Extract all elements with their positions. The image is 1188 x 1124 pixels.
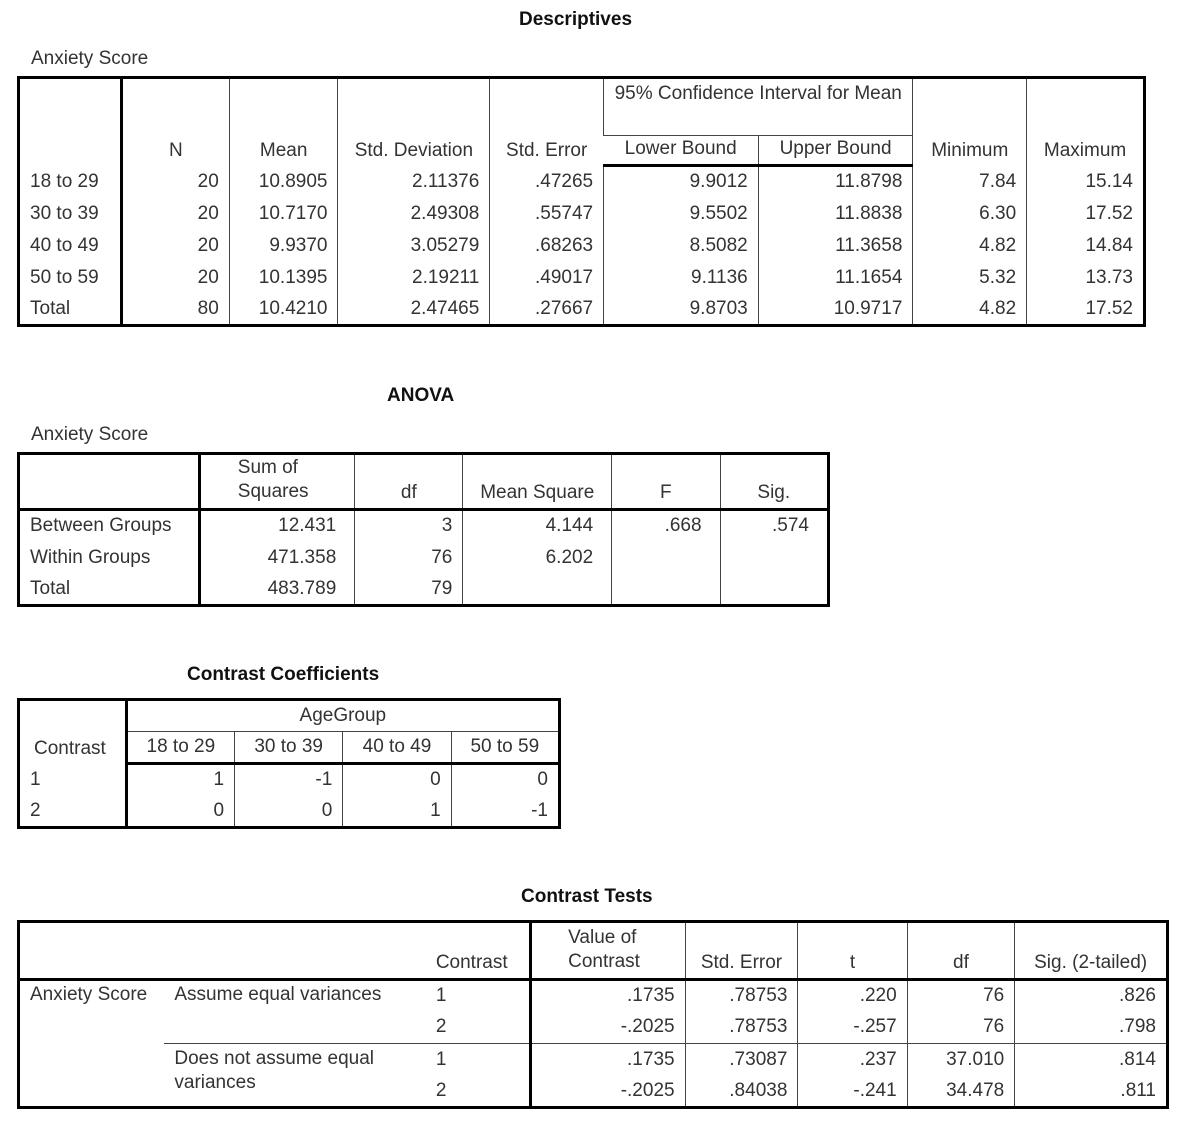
anova-row-label: Between Groups <box>30 515 172 537</box>
desc-cell: 20 <box>121 198 229 230</box>
ct-cell: -.2025 <box>531 1076 685 1108</box>
desc-header-ci <box>604 78 913 136</box>
desc-cell: 2.47465 <box>338 294 490 326</box>
anova-header-df: df <box>355 454 463 510</box>
ct-cell: .73087 <box>685 1044 798 1076</box>
desc-header-std-dev: Std. Deviation <box>338 78 490 166</box>
desc-cell: .68263 <box>490 230 604 262</box>
anova-cell: 76 <box>355 542 463 574</box>
desc-cell: 15.14 <box>1027 166 1145 198</box>
cc-row-label: 2 <box>30 799 41 821</box>
ct-cell: .220 <box>798 980 907 1012</box>
desc-cell: 10.8905 <box>229 166 338 198</box>
desc-cell: 7.84 <box>913 166 1027 198</box>
ct-header-value: Value of Contrast <box>531 922 685 980</box>
anova-cell <box>612 542 720 574</box>
ct-cell: .78753 <box>685 980 798 1012</box>
cc-cell: 1 <box>126 764 234 796</box>
desc-header-upper: Upper Bound <box>758 136 913 166</box>
table-row <box>19 764 560 796</box>
desc-row-label: 18 to 29 <box>30 170 99 192</box>
anova-header-sig: Sig. <box>720 454 828 510</box>
anova-dv-label: Anxiety Score <box>31 424 149 445</box>
anova-corner <box>19 454 200 510</box>
ct-cell: -.2025 <box>531 1012 685 1044</box>
anova-cell: 471.358 <box>199 542 355 574</box>
cc-cell: -1 <box>451 796 559 828</box>
desc-cell: 20 <box>121 262 229 294</box>
anova-cell: 6.202 <box>463 542 612 574</box>
ct-header-contrast: Contrast <box>426 922 531 980</box>
anova-cell: 79 <box>355 574 463 606</box>
desc-cell: 4.82 <box>913 230 1027 262</box>
descriptives-dv-label: Anxiety Score <box>31 48 149 69</box>
table-row <box>19 796 560 828</box>
ct-header-std-error: Std. Error <box>685 922 798 980</box>
ct-cell: 76 <box>907 980 1015 1012</box>
desc-cell: 14.84 <box>1027 230 1145 262</box>
anova-cell: 483.789 <box>199 574 355 606</box>
desc-cell: 9.1136 <box>604 262 759 294</box>
desc-cell: 10.7170 <box>229 198 338 230</box>
desc-cell: .47265 <box>490 166 604 198</box>
ct-contrast-id: 1 <box>426 1044 531 1076</box>
anova-row-label: Total <box>30 577 71 599</box>
cc-header-age: 50 to 59 <box>451 732 559 764</box>
table-row <box>19 980 1168 1012</box>
ct-cell: 37.010 <box>907 1044 1015 1076</box>
table-row <box>19 542 829 574</box>
table-row <box>19 198 1145 230</box>
ct-unequal-label: Does not assume equal variances <box>164 1044 425 1108</box>
desc-cell: 9.9370 <box>229 230 338 262</box>
desc-cell: 10.9717 <box>758 294 913 326</box>
ct-corner <box>164 922 425 980</box>
desc-cell: 17.52 <box>1027 198 1145 230</box>
desc-cell: 13.73 <box>1027 262 1145 294</box>
desc-cell: 2.19211 <box>338 262 490 294</box>
descriptives-title: Descriptives <box>519 9 633 30</box>
anova-cell: 3 <box>355 510 463 542</box>
desc-ci-text: 95% Confidence Interval for Mean <box>614 83 902 104</box>
desc-header-max: Maximum <box>1027 78 1145 166</box>
anova-row-label: Within Groups <box>30 546 151 568</box>
cc-cell: 0 <box>126 796 234 828</box>
cc-header-agegroup: AgeGroup <box>126 700 559 732</box>
anova-cell: .574 <box>720 510 828 542</box>
table-row <box>19 166 1145 198</box>
desc-cell: 11.8798 <box>758 166 913 198</box>
anova-table <box>17 452 830 607</box>
cc-header-contrast: Contrast <box>34 737 106 759</box>
ct-corner <box>19 922 165 980</box>
cc-header-age: 40 to 49 <box>343 732 451 764</box>
ct-header-sig: Sig. (2-tailed) <box>1015 922 1168 980</box>
anova-cell <box>720 542 828 574</box>
anova-cell: 12.431 <box>199 510 355 542</box>
table-row <box>19 574 829 606</box>
desc-cell: 10.1395 <box>229 262 338 294</box>
contrast-tests-title: Contrast Tests <box>521 886 653 907</box>
desc-cell: .55747 <box>490 198 604 230</box>
table-row <box>19 510 829 542</box>
desc-cell: 9.9012 <box>604 166 759 198</box>
desc-cell: 20 <box>121 230 229 262</box>
ct-header-t: t <box>798 922 907 980</box>
cc-row-label: 1 <box>30 768 41 790</box>
desc-cell: .27667 <box>490 294 604 326</box>
ct-contrast-id: 2 <box>435 1016 447 1038</box>
desc-row-label: 50 to 59 <box>30 266 99 288</box>
anova-header-ms: Mean Square <box>463 454 612 510</box>
descriptives-table <box>17 76 1146 327</box>
desc-cell: 9.8703 <box>604 294 759 326</box>
cc-cell: 1 <box>343 796 451 828</box>
desc-cell: 9.5502 <box>604 198 759 230</box>
desc-cell: 80 <box>121 294 229 326</box>
descriptives-corner <box>19 78 122 166</box>
desc-cell: 3.05279 <box>338 230 490 262</box>
ct-dv-label: Anxiety Score <box>30 984 148 1005</box>
ct-cell: .811 <box>1015 1076 1168 1108</box>
table-row <box>19 1044 1168 1076</box>
contrast-tests-table <box>17 920 1169 1109</box>
cc-header-age: 30 to 39 <box>235 732 343 764</box>
desc-cell: 2.11376 <box>338 166 490 198</box>
ct-cell: .1735 <box>531 1044 685 1076</box>
cc-cell: 0 <box>451 764 559 796</box>
ct-cell: .826 <box>1015 980 1168 1012</box>
ct-cell: .84038 <box>685 1076 798 1108</box>
anova-cell <box>720 574 828 606</box>
ct-cell: 76 <box>907 1012 1015 1044</box>
table-row <box>19 294 1145 326</box>
ct-cell: .1735 <box>531 980 685 1012</box>
contrast-coefficients-title: Contrast Coefficients <box>187 664 380 685</box>
ct-contrast-id: 2 <box>435 1079 447 1101</box>
anova-cell <box>612 574 720 606</box>
cc-cell: 0 <box>235 796 343 828</box>
desc-cell: .49017 <box>490 262 604 294</box>
anova-cell: .668 <box>612 510 720 542</box>
ct-cell: .78753 <box>685 1012 798 1044</box>
desc-row-label: 30 to 39 <box>30 202 99 224</box>
anova-cell <box>463 574 612 606</box>
anova-header-ss: Sum of Squares <box>199 454 355 510</box>
ct-cell: 34.478 <box>907 1076 1015 1108</box>
ct-contrast-id: 1 <box>435 985 447 1007</box>
desc-header-lower: Lower Bound <box>604 136 759 166</box>
desc-cell: 2.49308 <box>338 198 490 230</box>
desc-row-label: 40 to 49 <box>30 234 99 256</box>
contrast-coefficients-table <box>17 698 561 829</box>
table-row <box>19 262 1145 294</box>
anova-header-f: F <box>612 454 720 510</box>
desc-cell: 20 <box>121 166 229 198</box>
desc-header-std-error: Std. Error <box>490 78 604 166</box>
desc-cell: 5.32 <box>913 262 1027 294</box>
desc-header-n: N <box>121 78 229 166</box>
desc-header-min: Minimum <box>913 78 1027 166</box>
ct-cell: -.257 <box>798 1012 907 1044</box>
ct-cell: .798 <box>1015 1012 1168 1044</box>
cc-cell: -1 <box>235 764 343 796</box>
ct-equal-label: Assume equal variances <box>174 984 382 1005</box>
ct-cell: .237 <box>798 1044 907 1076</box>
desc-cell: 4.82 <box>913 294 1027 326</box>
ct-cell: .814 <box>1015 1044 1168 1076</box>
anova-title: ANOVA <box>387 385 455 406</box>
cc-header-age: 18 to 29 <box>126 732 234 764</box>
table-row <box>19 230 1145 262</box>
anova-cell: 4.144 <box>463 510 612 542</box>
desc-cell: 17.52 <box>1027 294 1145 326</box>
desc-cell: 11.8838 <box>758 198 913 230</box>
ct-header-df: df <box>907 922 1015 980</box>
desc-header-mean: Mean <box>229 78 338 166</box>
desc-cell: 11.1654 <box>758 262 913 294</box>
desc-cell: 8.5082 <box>604 230 759 262</box>
desc-cell: 6.30 <box>913 198 1027 230</box>
ct-cell: -.241 <box>798 1076 907 1108</box>
desc-cell: 10.4210 <box>229 294 338 326</box>
desc-cell: 11.3658 <box>758 230 913 262</box>
desc-row-label: Total <box>30 297 71 319</box>
cc-cell: 0 <box>343 764 451 796</box>
